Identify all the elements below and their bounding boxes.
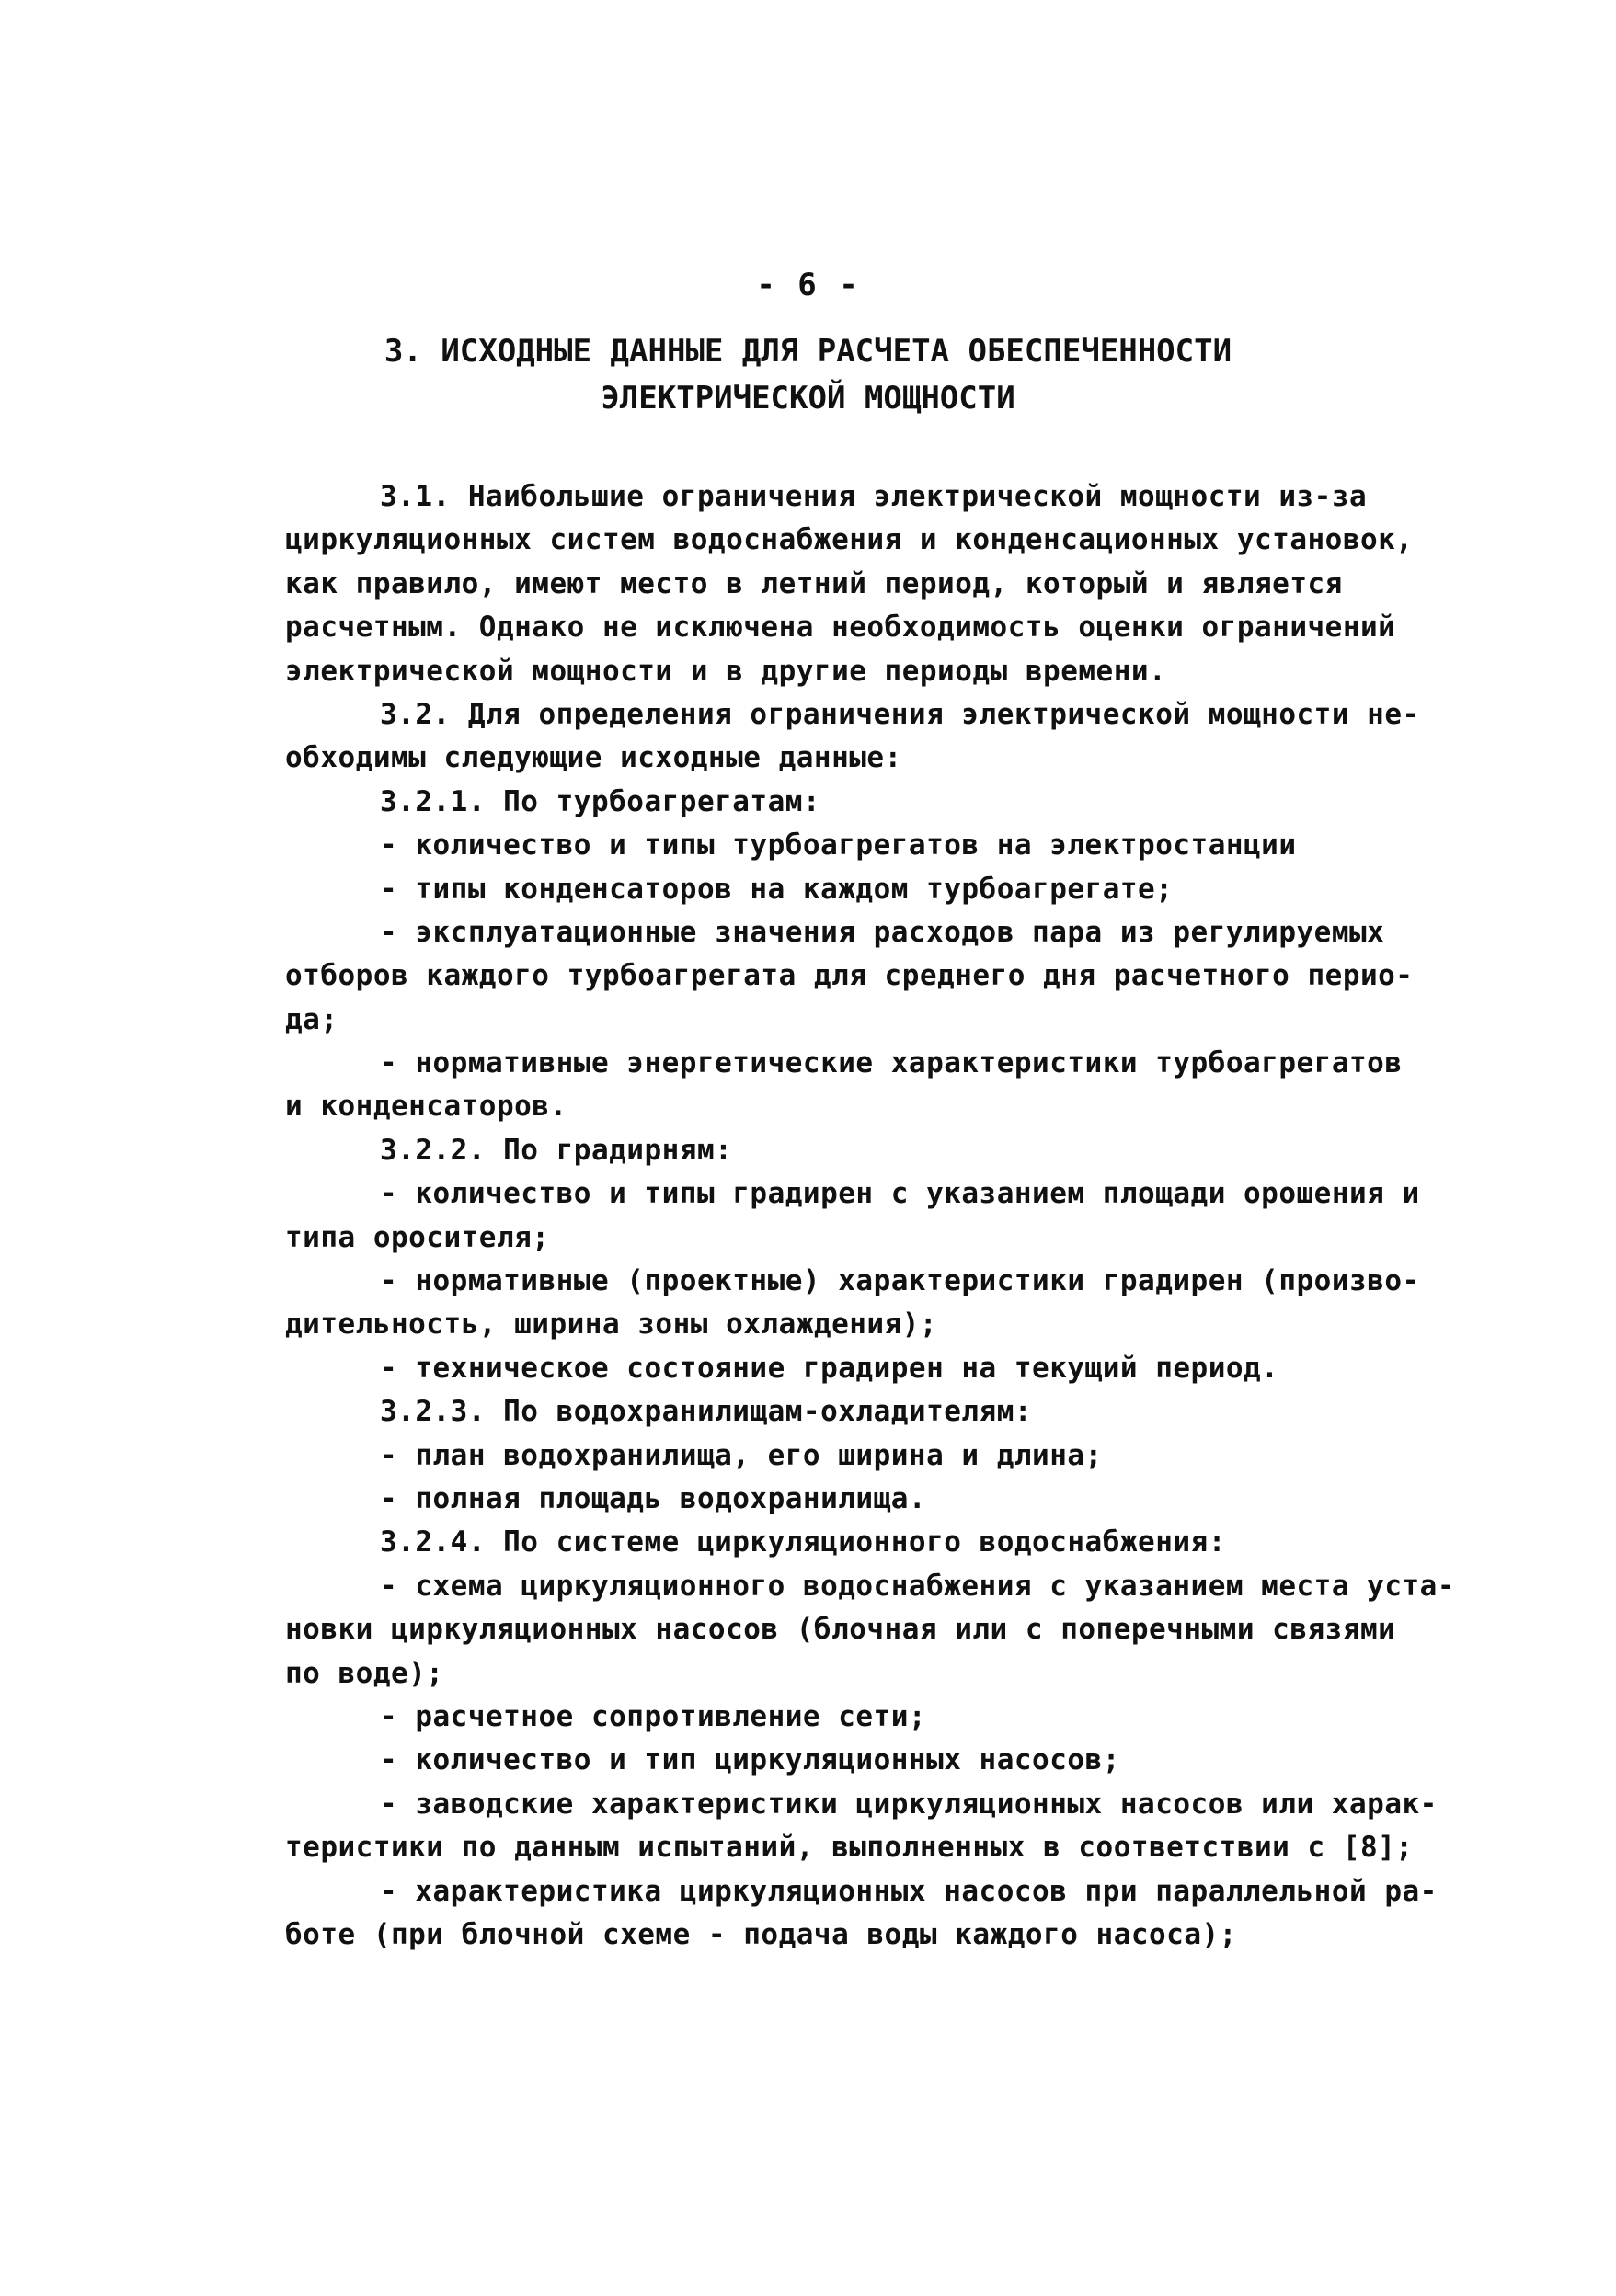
text-line: - нормативные энергетические характеристики турбоагрегатов <box>380 1046 1403 1080</box>
text-line: теристики по данным испытаний, выполненных в соответствии с [8]; <box>285 1831 1414 1865</box>
text-line: - расчетное сопротивление сети; <box>380 1699 927 1733</box>
text-line: - схема циркуляционного водоснабжения с указанием места уста- <box>380 1569 1455 1603</box>
text-line: расчетным. Однако не исключена необходимость оценки ограничений <box>285 611 1396 645</box>
text-line: - полная площадь водохранилища. <box>380 1481 927 1515</box>
text-line: 3.2.3. По водохранилищам-охладителям: <box>380 1395 1033 1429</box>
text-line: да; <box>285 1002 338 1036</box>
text-line: электрической мощности и в другие периоды времени. <box>285 654 1167 688</box>
text-line: боте (при блочной схеме - подача воды каждого насоса); <box>285 1917 1237 1951</box>
page-number: - 6 - <box>756 267 860 303</box>
text-line: - характеристика циркуляционных насосов при параллельной ра- <box>380 1874 1438 1908</box>
text-line: - нормативные (проектные) характеристики градирен (произво- <box>380 1264 1420 1298</box>
body-text <box>285 475 1481 1957</box>
text-line: как правило, имеют место в летний период, который и является <box>285 566 1343 600</box>
text-line: 3.2.1. По турбоагрегатам: <box>380 784 821 818</box>
text-line: обходимы следующие исходные данные: <box>285 741 902 775</box>
text-line: и конденсаторов. <box>285 1090 567 1124</box>
text-line: отборов каждого турбоагрегата для среднего дня расчетного перио- <box>285 959 1414 993</box>
text-line: 3.2. Для определения ограничения электрической мощности не- <box>380 697 1420 731</box>
text-line: - эксплуатационные значения расходов пара из регулируемых <box>380 915 1385 949</box>
text-line: - количество и типы градирен с указанием площади орошения и <box>380 1177 1420 1211</box>
text-line: 3.1. Наибольшие ограничения электрической мощности из-за <box>380 480 1368 513</box>
text-line: - техническое состояние градирен на текущий период. <box>380 1351 1279 1385</box>
text-line: по воде); <box>285 1656 444 1690</box>
text-line: дительность, ширина зоны охлаждения); <box>285 1308 938 1342</box>
text-line: - план водохранилища, его ширина и длина; <box>380 1438 1103 1472</box>
text-line: - заводские характеристики циркуляционных насосов или харак- <box>380 1787 1438 1821</box>
text-line: - типы конденсаторов на каждом турбоагрегате; <box>380 872 1174 906</box>
text-line: - количество и типы турбоагрегатов на электростанции <box>380 828 1297 862</box>
text-line: типа оросителя; <box>285 1220 550 1254</box>
text-line: 3.2.4. По системе циркуляционного водоснабжения: <box>380 1525 1226 1559</box>
text-line: - количество и тип циркуляционных насосов; <box>380 1743 1120 1777</box>
section-title-line-2: ЭЛЕКТРИЧЕСКОЙ МОЩНОСТИ <box>601 380 1015 417</box>
text-line: новки циркуляционных насосов (блочная или с поперечными связями <box>285 1613 1396 1647</box>
section-title-line-1: 3. ИСХОДНЫЕ ДАННЫЕ ДЛЯ РАСЧЕТА ОБЕСПЕЧЕННОСТИ <box>384 333 1232 370</box>
text-line: 3.2.2. По градирням: <box>380 1133 733 1167</box>
text-line: циркуляционных систем водоснабжения и конденсационных установок, <box>285 523 1414 557</box>
